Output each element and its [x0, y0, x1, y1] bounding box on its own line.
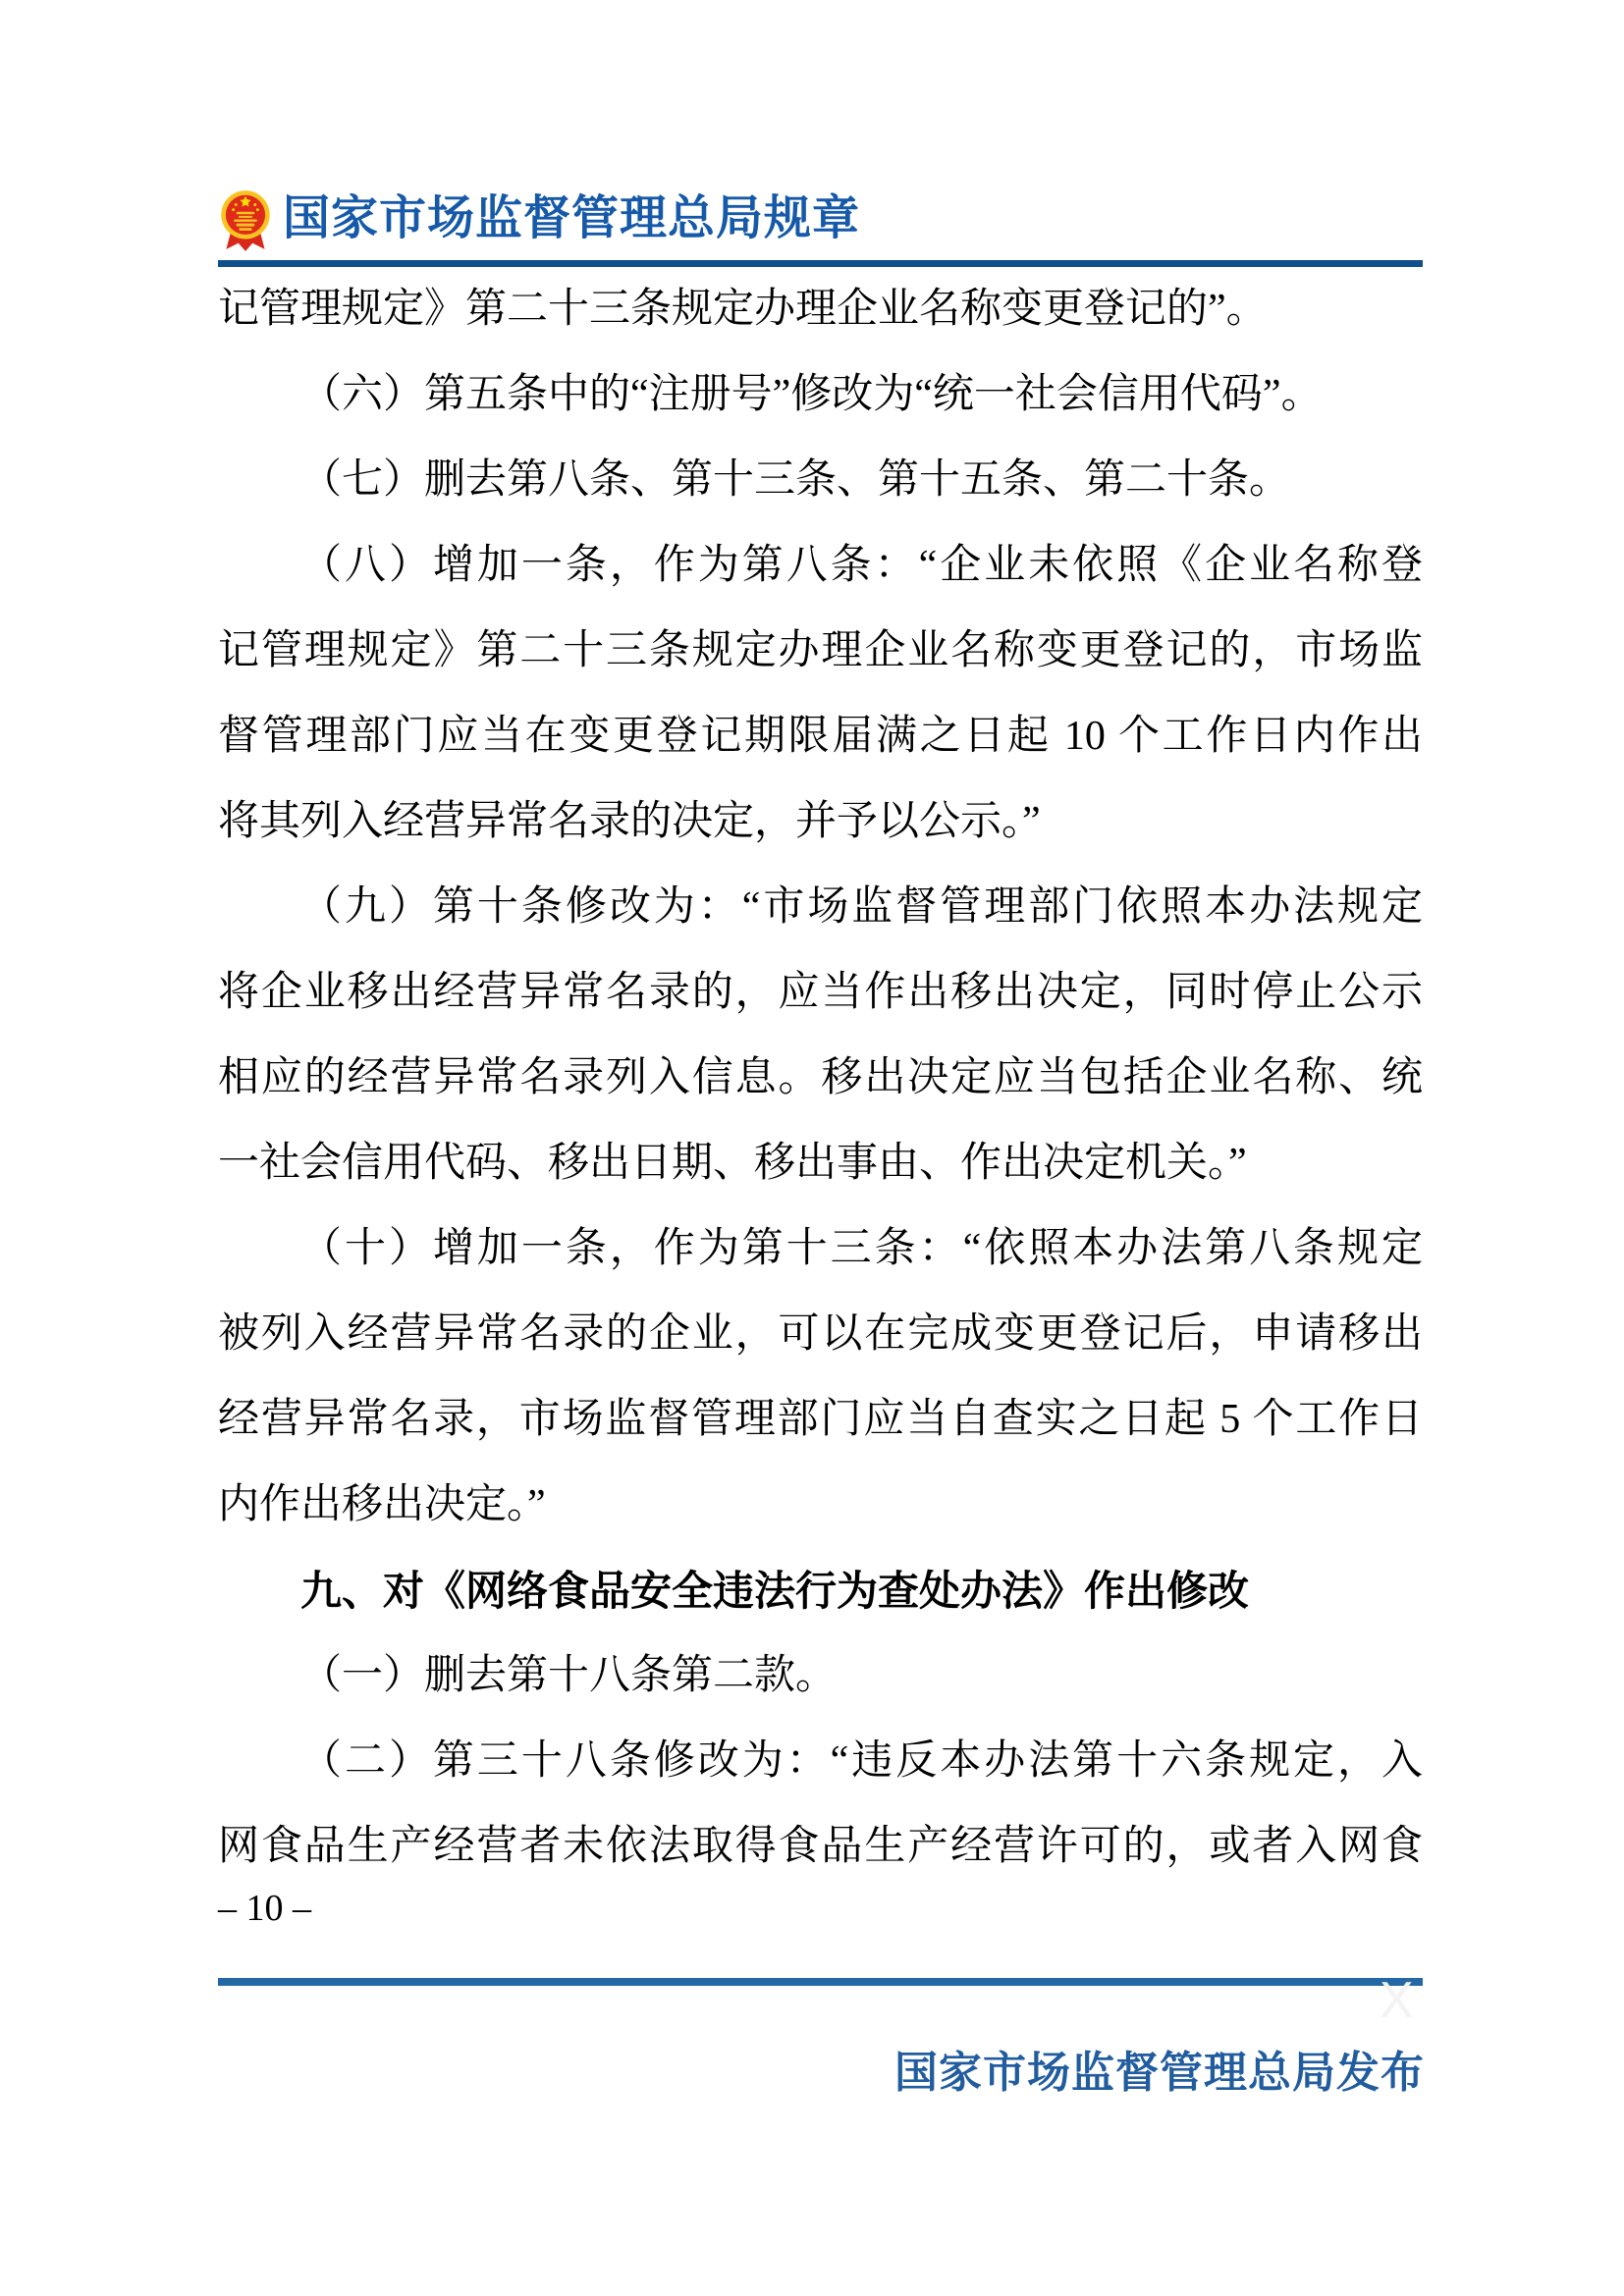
body-line: 经营异常名录，市场监督管理部门应当自查实之日起 5 个工作日 — [218, 1397, 1423, 1442]
body-line: （七）删去第八条、第十三条、第十五条、第二十条。 — [300, 457, 1291, 503]
body-line: （一）删去第十八条第二款。 — [300, 1653, 838, 1698]
document-body — [218, 267, 1423, 1890]
page-number: – 10 – — [218, 1888, 311, 1929]
body-line: 记管理规定》第二十三条规定办理企业名称变更登记的”。 — [218, 287, 1268, 332]
body-line: （八）增加一条，作为第八条：“企业未依照《企业名称登 — [300, 543, 1423, 588]
header-divider — [218, 260, 1423, 267]
body-line: 将企业移出经营异常名录的，应当作出移出决定，同时停止公示 — [218, 970, 1423, 1015]
body-line: 相应的经营异常名录列入信息。移出决定应当包括企业名称、统 — [218, 1055, 1423, 1100]
page-header — [218, 185, 1423, 253]
footer-divider — [218, 1978, 1423, 1986]
section-heading: 九、对《网络食品安全违法行为查处办法》作出修改 — [300, 1568, 1250, 1614]
body-line: 被列入经营异常名录的企业，可以在完成变更登记后，申请移出 — [218, 1311, 1423, 1357]
page-title: 国家市场监督管理总局规章 — [283, 192, 861, 244]
body-line: 督管理部门应当在变更登记期限届满之日起 10 个工作日内作出 — [218, 714, 1423, 759]
body-line: 一社会信用代码、移出日期、移出事由、作出决定机关。” — [218, 1141, 1247, 1186]
body-line: （九）第十条修改为：“市场监督管理部门依照本办法规定 — [300, 884, 1423, 930]
body-line: 网食品生产经营者未依法取得食品生产经营许可的，或者入网食 — [218, 1824, 1423, 1869]
body-line: 将其列入经营异常名录的决定，并予以公示。” — [218, 799, 1041, 844]
body-line: 内作出移出决定。” — [218, 1482, 546, 1527]
publisher-label: 国家市场监督管理总局发布 — [894, 2049, 1425, 2097]
body-line: （十）增加一条，作为第十三条：“依照本办法第八条规定 — [300, 1226, 1423, 1271]
body-line: 记管理规定》第二十三条规定办理企业名称变更登记的，市场监 — [218, 628, 1423, 673]
body-line: （六）第五条中的“注册号”修改为“统一社会信用代码”。 — [300, 372, 1323, 417]
body-line: （二）第三十八条修改为：“违反本办法第十六条规定，入 — [300, 1738, 1423, 1784]
watermark: X — [1380, 1972, 1414, 2029]
national-emblem-icon — [218, 187, 273, 254]
